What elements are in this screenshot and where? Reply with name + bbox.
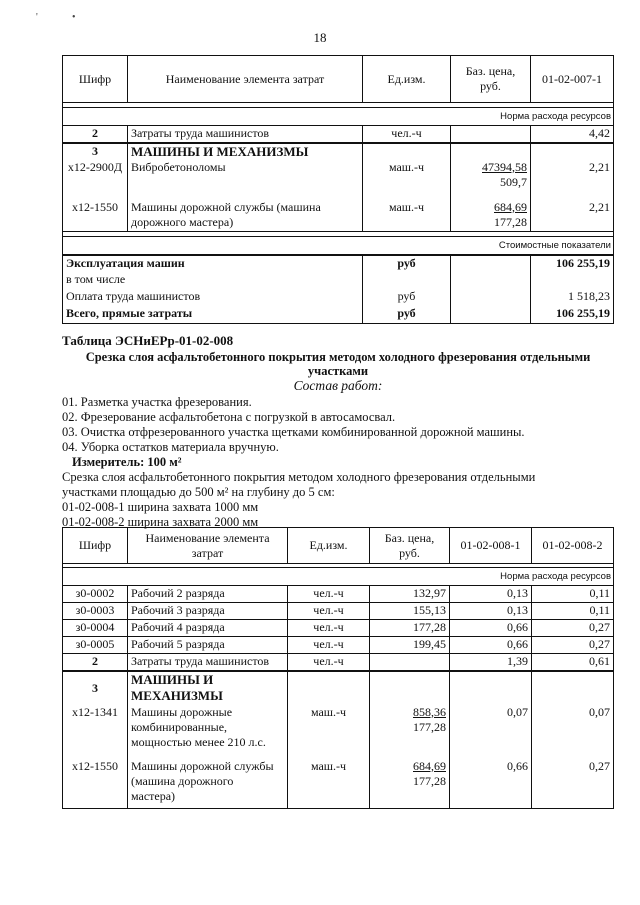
header-price: Баз. цена, руб. xyxy=(451,56,531,103)
measure-unit: Измеритель: 100 м² xyxy=(72,455,182,469)
work-item: 01. Разметка участка фрезерования. xyxy=(62,395,252,409)
table-row: Эксплуатация машин руб 106 255,19 xyxy=(63,255,614,272)
resource-table-007 xyxy=(62,55,614,324)
variant-item: 01-02-008-1 ширина захвата 1000 мм xyxy=(62,500,259,514)
table-row: з0-0003 Рабочий 3 разряда чел.-ч 155,13 0,13 0,11 xyxy=(63,603,614,620)
works-title: Состав работ: xyxy=(293,378,383,393)
margin-mark: ' xyxy=(36,12,38,23)
table-row: 3 МАШИНЫ И МЕХАНИЗМЫ xyxy=(63,671,614,705)
resource-table-008 xyxy=(62,527,614,809)
table-row: х12-1550 Машины дорожной службы (машина дорожного мастера) маш.-ч 684,69 177,28 0,66 0,27 xyxy=(63,759,614,809)
table-row: з0-0004 Рабочий 4 разряда чел.-ч 177,28 0,66 0,27 xyxy=(63,620,614,637)
variant-item: 01-02-008-2 ширина захвата 2000 мм xyxy=(62,515,259,529)
table-row: з0-0002 Рабочий 2 разряда чел.-ч 132,97 0,13 0,11 xyxy=(63,586,614,603)
table-row: 2 Затраты труда машинистов чел.-ч 1,39 0,61 xyxy=(63,654,614,671)
table-row: 3 МАШИНЫ И МЕХАНИЗМЫ xyxy=(63,143,614,160)
table-row: Оплата труда машинистов руб 1 518,23 xyxy=(63,289,614,306)
table-row: в том числе xyxy=(63,272,614,289)
table-row: х12-2900Д Вибробетоноломы маш.-ч 47394,58 509,7 2,21 xyxy=(63,160,614,200)
work-item: 04. Уборка остатков материала вручную. xyxy=(62,440,279,454)
norm-label: Норма расхода ресурсов xyxy=(63,108,614,126)
table-row: х12-1341 Машины дорожные комбинированные, мощностью менее 210 л.с. маш.-ч 858,36 177,28 0,07 0,07 xyxy=(63,705,614,759)
header-name: Наименование элемента затрат xyxy=(128,56,363,103)
header-price: Баз. цена, руб. xyxy=(370,528,450,564)
page-number: 18 xyxy=(313,30,327,45)
work-item: 02. Фрезерование асфальтобетона с погрузкой в автосамосвал. xyxy=(62,410,396,424)
description: Срезка слоя асфальтобетонного покрытия методом холодного фрезерования отдельными xyxy=(62,470,536,484)
header-name: Наименование элемента затрат xyxy=(128,528,288,564)
norm-label: Норма расхода ресурсов xyxy=(63,568,614,586)
header-col-01-02-008-2: 01-02-008-2 xyxy=(532,528,614,564)
table-row: х12-1550 Машины дорожной службы (машина дорожного мастера) маш.-ч 684,69 177,28 2,21 xyxy=(63,200,614,232)
margin-mark: • xyxy=(72,12,76,23)
section-subtitle-cont: участками xyxy=(307,364,369,378)
table-row: Всего, прямые затраты руб 106 255,19 xyxy=(63,306,614,323)
header-col-01-02-008-1: 01-02-008-1 xyxy=(450,528,532,564)
table-row: з0-0005 Рабочий 5 разряда чел.-ч 199,45 0,66 0,27 xyxy=(63,637,614,654)
header-col-01-02-007-1: 01-02-007-1 xyxy=(531,56,614,103)
work-item: 03. Очистка отфрезерованного участка щетками комбинированной дорожной машины. xyxy=(62,425,525,439)
header-unit: Ед.изм. xyxy=(288,528,370,564)
cost-label: Стоимостные показатели xyxy=(63,237,614,256)
description-cont: участками площадью до 500 м² на глубину до 5 см: xyxy=(62,485,335,499)
table-row: 2 Затраты труда машинистов чел.-ч 4,42 xyxy=(63,126,614,143)
header-unit: Ед.изм. xyxy=(363,56,451,103)
header-code: Шифр xyxy=(63,528,128,564)
header-code: Шифр xyxy=(63,56,128,103)
table-title: Таблица ЭСНиЕРр-01-02-008 xyxy=(62,333,234,348)
section-subtitle: Срезка слоя асфальтобетонного покрытия методом холодного фрезерования отдельными xyxy=(85,350,591,364)
